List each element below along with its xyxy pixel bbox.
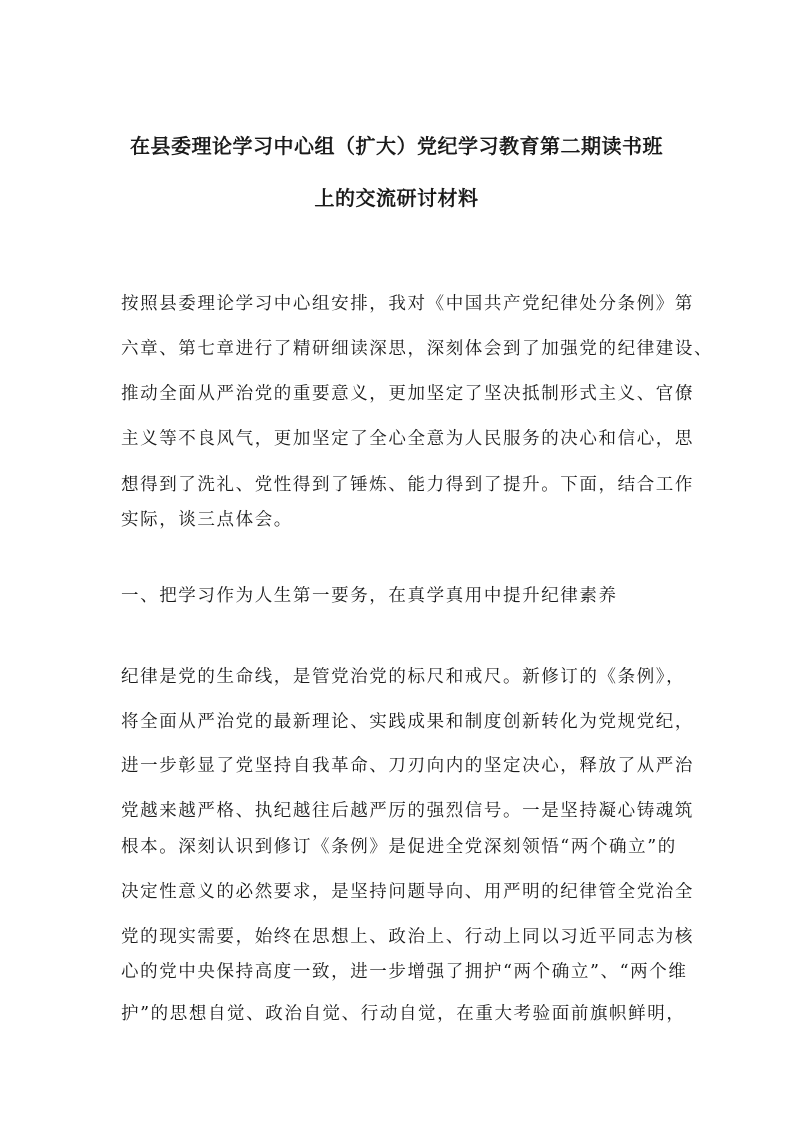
section-line: 纪律是党的生命线，是管党治党的标尺和戒尺。新修订的《条例》， bbox=[121, 667, 686, 687]
intro-line: 主义等不良风气，更加坚定了全心全意为人民服务的决心和信心，思 bbox=[121, 429, 694, 449]
section-heading: 一、把学习作为人生第一要务，在真学真用中提升纪律素养 bbox=[121, 586, 618, 606]
intro-line: 想得到了洗礼、党性得到了锤炼、能力得到了提升。下面，结合工作 bbox=[121, 475, 694, 495]
intro-line: 推动全面从严治党的重要意义，更加坚定了坚决抵制形式主义、官僚 bbox=[121, 384, 694, 404]
section-line: 决定性意义的必然要求，是坚持问题导向、用严明的纪律管全党治全 bbox=[121, 882, 694, 902]
section-line: 党的现实需要，始终在思想上、政治上、行动上同以习近平同志为核 bbox=[121, 927, 694, 947]
intro-line: 按照县委理论学习中心组安排，我对《中国共产党纪律处分条例》第 bbox=[121, 294, 694, 314]
intro-line: 实际，谈三点体会。 bbox=[121, 510, 293, 530]
intro-line: 六章、第七章进行了精研细读深思，深刻体会到了加强党的纪律建设、 bbox=[121, 339, 714, 359]
document-title-line-1: 在县委理论学习中心组（扩大）党纪学习教育第二期读书班 bbox=[130, 134, 663, 158]
section-line: 护”的思想自觉、政治自觉、行动自觉，在重大考验面前旗帜鲜明， bbox=[121, 1004, 686, 1024]
section-line: 进一步彰显了党坚持自我革命、刀刃向内的坚定决心，释放了从严治 bbox=[121, 756, 694, 776]
document-title-line-2: 上的交流研讨材料 bbox=[314, 186, 479, 210]
section-line: 将全面从严治党的最新理论、实践成果和制度创新转化为党规党纪， bbox=[121, 712, 694, 732]
section-line: 根本。深刻认识到修订《条例》是促进全党深刻领悟“两个确立”的 bbox=[121, 837, 677, 857]
section-line: 党越来越严格、执纪越往后越严厉的强烈信号。一是坚持凝心铸魂筑 bbox=[121, 801, 694, 821]
section-line: 心的党中央保持高度一致，进一步增强了拥护“两个确立”、“两个维 bbox=[121, 962, 688, 982]
